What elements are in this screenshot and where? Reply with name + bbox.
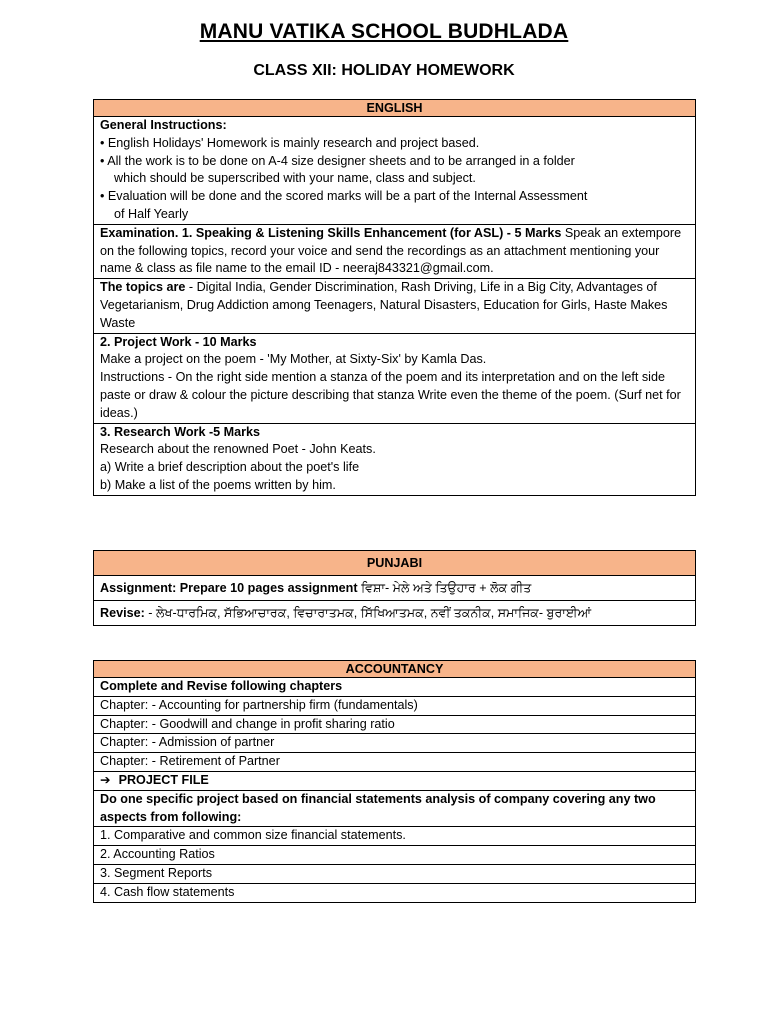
project-work-line-2: Instructions - On the right side mention a stanza of the poem and its interpretation and on the left side paste or draw & colour the picture describing that stanza Write even the theme of the poem. (Surf net for ideas.) (100, 370, 681, 420)
school-title: MANU VATIKA SCHOOL BUDHLADA (199, 20, 569, 43)
punjabi-heading: PUNJABI (94, 551, 696, 576)
research-work-line-3: b) Make a list of the poems written by him. (100, 477, 336, 492)
aspect-row: 1. Comparative and common size financial statements. (94, 827, 696, 846)
project-work-line-1: Make a project on the poem - 'My Mother, at Sixty-Six' by Kamla Das. (100, 352, 487, 367)
arrow-right-icon: ➔ (100, 772, 111, 787)
aspect-row: 2. Accounting Ratios (94, 846, 696, 865)
punjabi-assignment (94, 576, 696, 601)
general-instructions (94, 117, 696, 225)
revise-label: Revise: (100, 606, 145, 620)
project-file-row (94, 771, 696, 790)
chapter-row: Chapter: - Goodwill and change in profit sharing ratio (94, 715, 696, 734)
instruction-3-cont: of Half Yearly (114, 206, 189, 221)
chapter-row: Chapter: - Admission of partner (94, 734, 696, 753)
project-work-label: 2. Project Work - 10 Marks (100, 334, 257, 349)
english-heading: ENGLISH (94, 100, 696, 117)
english-section (93, 99, 696, 496)
research-work-line-2: a) Write a brief description about the poet's life (100, 460, 360, 475)
topics-label: The topics are (100, 280, 186, 295)
punjabi-revise (94, 601, 696, 626)
punjabi-section (93, 550, 696, 626)
instruction-3: • Evaluation will be done and the scored marks will be a part of the Internal Assessment (100, 189, 588, 204)
instruction-2-cont: which should be superscribed with your name, class and subject. (114, 171, 476, 186)
accountancy-section (93, 660, 696, 903)
revise-text: - ਲੇਖ-ਧਾਰਮਿਕ, ਸੱਭਿਆਚਾਰਕ, ਵਿਚਾਰਾਤਮਕ, ਸਿੱਖਿਆਤਮਕ, ਨਵੀਂ ਤਕਨੀਕ, ਸਮਾਜਿਕ- ਬੁਰਾਈਆਂ (144, 606, 592, 620)
aspect-row: 4. Cash flow statements (94, 883, 696, 902)
examination-label: Examination. 1. Speaking & Listening Skills Enhancement (for ASL) - 5 Marks (100, 225, 562, 240)
general-instructions-label: General Instructions: (100, 118, 227, 132)
project-description: Do one specific project based on financial statements analysis of company covering any two aspects from following: (94, 790, 696, 827)
project-file-label: PROJECT FILE (118, 772, 209, 787)
accountancy-heading: ACCOUNTANCY (94, 661, 696, 678)
examination-cell (94, 224, 696, 278)
examination-text: Speak an extempore on the following topics, record your voice and send the recordings as an attachment mentioning your name & class as file name to the email ID - neeraj843321@gmail.com. (100, 225, 682, 276)
research-work-label: 3. Research Work -5 Marks (100, 424, 261, 439)
assignment-text: ਵਿਸ਼ਾ- ਮੇਲੇ ਅਤੇ ਤਿਉਹਾਰ + ਲੋਕ ਗੀਤ (357, 581, 532, 595)
class-title: CLASS XII: HOLIDAY HOMEWORK (253, 62, 515, 79)
complete-revise-label: Complete and Revise following chapters (94, 678, 696, 697)
project-work-cell (94, 333, 696, 423)
instruction-2: • All the work is to be done on A-4 size designer sheets and to be arranged in a folder (100, 153, 575, 168)
research-work-cell (94, 423, 696, 495)
assignment-label: Assignment: Prepare 10 pages assignment (100, 581, 358, 595)
topics-cell (94, 279, 696, 333)
chapter-row: Chapter: - Retirement of Partner (94, 753, 696, 772)
chapter-row: Chapter: - Accounting for partnership firm (fundamentals) (94, 696, 696, 715)
research-work-line-1: Research about the renowned Poet - John Keats. (100, 442, 376, 457)
topics-text: - Digital India, Gender Discrimination, Rash Driving, Life in a Big City, Advantages of Vegetarianism, Drug Addiction among Teenagers, Natural Disasters, Education for Girls, Haste Makes Waste (100, 280, 668, 330)
aspect-row: 3. Segment Reports (94, 864, 696, 883)
instruction-1: • English Holidays' Homework is mainly research and project based. (100, 135, 480, 150)
